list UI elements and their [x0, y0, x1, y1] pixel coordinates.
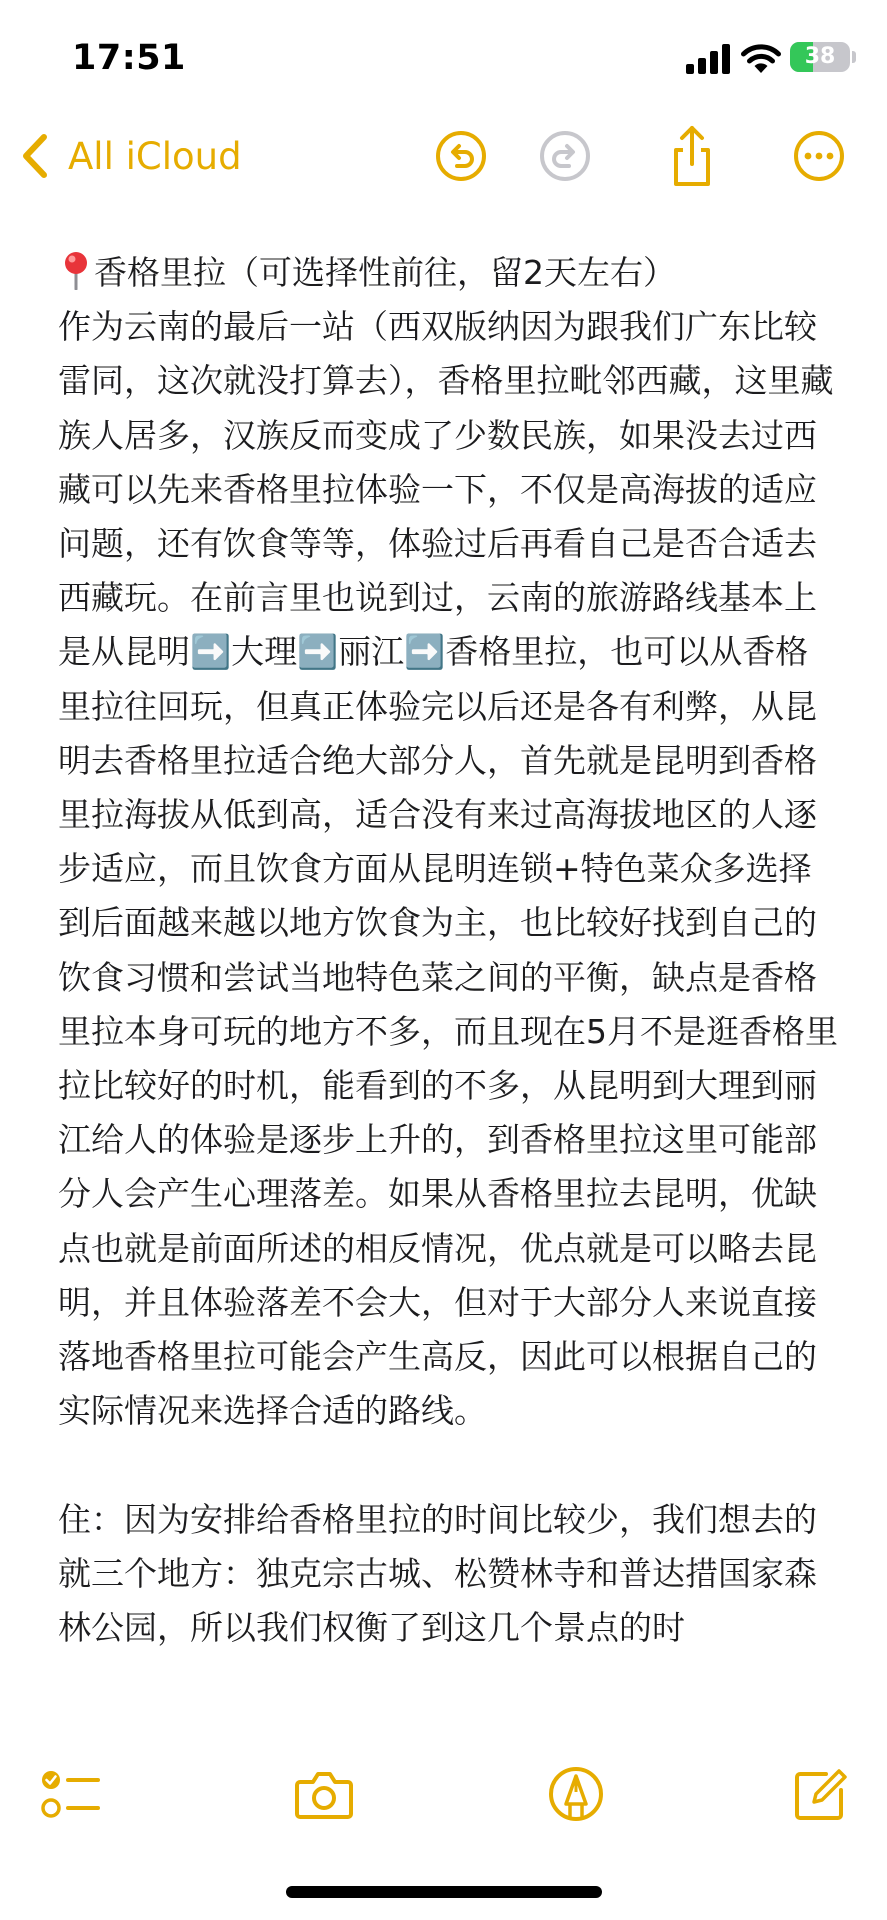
- markup-button[interactable]: [546, 1766, 606, 1822]
- back-button[interactable]: [18, 130, 242, 182]
- chevron-left-icon: [18, 132, 52, 180]
- redo-button[interactable]: [539, 130, 591, 182]
- more-options-button[interactable]: [793, 130, 845, 182]
- home-indicator[interactable]: [286, 1886, 602, 1898]
- note-paragraph: 住：因为安排给香格里拉的时间比较少，我们想去的就三个地方：独克宗古城、松赞林寺和普达措国家森林公园，所以我们权衡了到这几个景点的时: [58, 1499, 817, 1648]
- wifi-icon: [740, 42, 782, 74]
- checklist-button[interactable]: [40, 1766, 100, 1822]
- note-paragraph: 作为云南的最后一站（西双版纳因为跟我们广东比较雷同，这次就没打算去），香格里拉毗邻西藏，这里藏族人居多，汉族反而变成了少数民族，如果没去过西藏可以先来香格里拉体验一下，不仅是高海拔的适应问题，还有饮食等等，体验过后再看自己是否合适去西藏玩。在前言里也说到过，云南的旅游路线基本上是从昆明➡️大理➡️丽江➡️香格里拉，也可以从香格里拉往回玩，但真正体验完以后还是各有利弊，从昆明去香格里拉适合绝大部分人，首先就是昆明到香格里拉海拔从低到高，适合没有来过高海拔地区的人逐步适应，而且饮食方面从昆明连锁+特色菜众多选择到后面越来越以地方饮食为主，也比较好找到自己的饮食习惯和尝试当地特色菜之间的平衡，缺点是香格里拉本身可玩的地方不多，而且现在5月不是逛香格里拉比较好的时机，能看到的不多，从昆明到大理到丽江给人的体验是逐步上升的，到香格里拉这里可能部分人会产生心理落差。如果从香格里拉去昆明，优缺点也就是前面所述的相反情况，优点就是可以略去昆明，并且体验落差不会大，但对于大部分人来说直接落地香格里拉可能会产生高反，因此可以根据自己的实际情况来选择合适的路线。: [58, 307, 838, 1431]
- battery-level-text: 38: [804, 44, 836, 69]
- battery-indicator: [790, 42, 850, 72]
- blank-line: [58, 1438, 838, 1492]
- cellular-signal-icon: [686, 44, 730, 74]
- status-time: 17:51: [72, 38, 186, 78]
- share-icon: [666, 124, 718, 188]
- pushpin-icon: [58, 250, 94, 290]
- camera-button[interactable]: [294, 1766, 354, 1822]
- checklist-icon: [40, 1766, 100, 1822]
- compose-button[interactable]: [792, 1766, 852, 1822]
- ellipsis-circle-icon: [793, 130, 845, 182]
- note-heading: [58, 246, 838, 300]
- back-button-label: All iCloud: [68, 134, 242, 178]
- status-bar: [0, 30, 887, 86]
- camera-icon: [294, 1766, 354, 1822]
- markup-pen-icon: [546, 1766, 606, 1822]
- compose-icon: [792, 1766, 852, 1822]
- navigation-bar: [0, 124, 887, 188]
- share-button[interactable]: [666, 124, 718, 188]
- note-body[interactable]: [58, 246, 838, 1655]
- undo-button[interactable]: [435, 130, 487, 182]
- redo-icon: [539, 130, 591, 182]
- note-heading-text: 香格里拉（可选择性前往，留2天左右）: [94, 253, 676, 292]
- undo-icon: [435, 130, 487, 182]
- battery-cap: [852, 51, 856, 63]
